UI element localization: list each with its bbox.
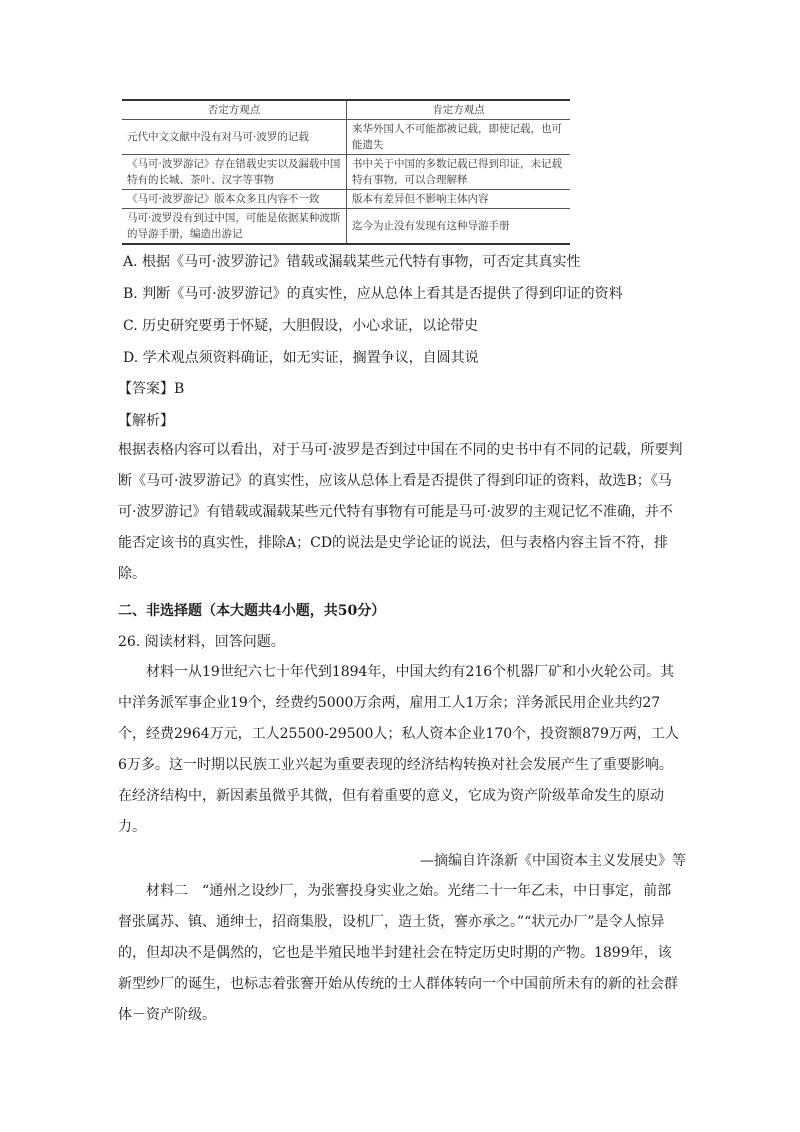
comparison-table bbox=[122, 99, 570, 245]
answer-label: 【答案】B bbox=[118, 381, 185, 397]
table-row bbox=[122, 155, 570, 190]
material-one-source: —摘编自许涤新《中国资本主义发展史》等 bbox=[420, 853, 686, 869]
table-header-row bbox=[122, 100, 570, 120]
table-header-positive: 肯定方观点 bbox=[347, 100, 571, 120]
material-one: 材料一从19世纪六七十年代到1894年，中国大约有216个机器厂矿和小火轮公司。其中洋务派军事企业19个，经费约5000万余两，雇用工人1万余；洋务派民用企业共约27个，经费2964万元，工人25500-29500人；私人资本企业170个，投资额879万两，工人6万多。这一时期以民族工业兴起为重要表现的经济结构转换对社会发展产生了重要影响。在经济结构中，新因素虽微乎其微，但有着重要的意义，它成为资产阶级革命发生的原动力。 bbox=[118, 664, 679, 835]
table-row bbox=[122, 209, 570, 245]
material-two: 材料二 “通州之设纱厂，为张謇投身实业之始。光绪二十一年乙未，中日事定，前部督张属苏、镇、通绅士，招商集股，设机厂，造土货，謇亦承之。”“状元办厂”是令人惊异的，但却决不是偶然的，它也是半殖民地半封建社会在特定历史时期的产物。1899年，该新型纱厂的诞生，也标志着张謇开始从传统的士人群体转向一个中国前所未有的新的社会群体－资产阶级。 bbox=[118, 883, 678, 1023]
table-cell: 《马可·波罗游记》存在错载史实以及漏载中国特有的长城、茶叶、汉字等事物 bbox=[122, 155, 347, 190]
analysis-text: 根据表格内容可以看出，对于马可·波罗是否到过中国在不同的史书中有不同的记载，所要判断《马可·波罗游记》的真实性，应该从总体上看是否提供了得到印证的资料，故选B；《马可·波罗游记》有错载或漏载某些元代特有事物有可能是马可·波罗的主观记忆不准确，并不能否定该书的真实性，排除A；CD的说法是史学论证的说法，但与表格内容主旨不符，排除。 bbox=[118, 442, 683, 582]
table-cell: 迄今为止没有发现有这种导游手册 bbox=[347, 209, 571, 245]
table-row bbox=[122, 190, 570, 209]
option-c: C. 历史研究要勇于怀疑，大胆假设，小心求证，以论带史 bbox=[123, 318, 479, 334]
question-intro: 26. 阅读材料，回答问题。 bbox=[118, 634, 285, 650]
table-cell: 书中关于中国的多数记载已得到印证，未记载特有事物，可以合理解释 bbox=[347, 155, 571, 190]
table-cell: 元代中文文献中没有对马可·波罗的记载 bbox=[122, 120, 347, 155]
option-a: A. 根据《马可·波罗游记》错载或漏载某些元代特有事物，可否定其真实性 bbox=[123, 254, 581, 270]
table-cell: 《马可·波罗游记》版本众多且内容不一致 bbox=[122, 190, 347, 209]
table-header-negative: 否定方观点 bbox=[122, 100, 347, 120]
table-row bbox=[122, 120, 570, 155]
table-cell: 版本有差异但不影响主体内容 bbox=[347, 190, 571, 209]
option-b: B. 判断《马可·波罗游记》的真实性，应从总体上看其是否提供了得到印证的资料 bbox=[123, 286, 623, 302]
analysis-label: 【解析】 bbox=[118, 413, 174, 429]
option-d: D. 学术观点须资料确证，如无实证，搁置争议，自圆其说 bbox=[123, 350, 479, 366]
section-title: 二、非选择题（本大题共4小题，共50分） bbox=[118, 603, 386, 619]
table-cell: 来华外国人不可能都被记载，即使记载，也可能遗失 bbox=[347, 120, 571, 155]
table-cell: 马可·波罗没有到过中国，可能是依据某种波斯的导游手册，编造出游记 bbox=[122, 209, 347, 245]
